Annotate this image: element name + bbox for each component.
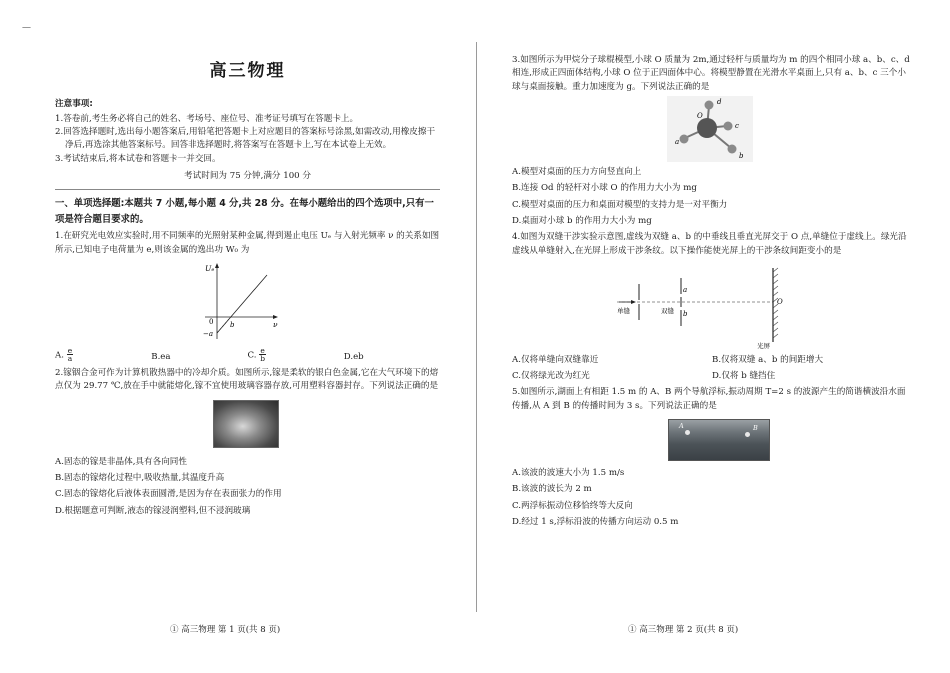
option-c-fraction	[259, 347, 266, 363]
question-2-option-a: A.固态的镓是非晶体,具有各向同性	[55, 456, 187, 467]
question-3-option-b: B.连接 Od 的轻杆对小球 O 的作用力大小为 mg	[512, 183, 697, 194]
section-divider	[55, 189, 440, 190]
page-title: 高三物理	[209, 61, 286, 81]
right-column	[512, 52, 912, 532]
label-point-o: O	[777, 297, 783, 306]
question-1	[55, 230, 440, 364]
buoy-b	[745, 432, 750, 437]
double-slit-figure	[617, 264, 797, 350]
question-4-stem: 4.如图为双缝干涉实验示意图,虚线为双缝 a、b 的中垂线且垂直光屏交于 O 点,单缝位于虚线上。绿光沿虚线从单缝射入,在光屏上形成干涉条纹。以下操作能使光屏上的干涉条纹间距变小的是	[512, 232, 907, 256]
methane-model-figure	[667, 96, 753, 162]
question-4-option-a: A.仅将单缝向双缝靠近	[512, 354, 599, 365]
label-a: a	[675, 137, 680, 146]
graph-x-label: ν	[273, 319, 278, 329]
buoy-a-label: A	[679, 422, 684, 431]
question-4-option-c: C.仅将绿光改为红光	[512, 371, 590, 382]
option-c	[248, 347, 344, 364]
label-slit-b: b	[683, 309, 688, 318]
label-screen: 光屏	[757, 341, 770, 350]
label-slit-a: a	[683, 285, 688, 294]
notice-item: 2.回答选择题时,选出每小题答案后,用铅笔把答题卡上对应题目的答案标号涂黑,如需改动,用橡皮擦干净后,再选涂其他答案标号。回答非选择题时,将答案写在答题卡上,写在本试卷上无效。	[55, 126, 436, 151]
label-single-slit: 单缝	[617, 306, 630, 315]
label-b: b	[739, 151, 744, 160]
question-5	[512, 386, 912, 529]
label-double-slit: 双缝	[661, 306, 674, 315]
label-c: c	[735, 121, 739, 130]
question-1-stem: 1.在研究光电效应实验时,用不同频率的光照射某种金属,得到遏止电压 Uₑ 与入射光频率 ν 的关系如图所示,已知电子电荷量为 e,则该金属的逸出功 W₀ 为	[55, 231, 440, 255]
ball-a	[680, 134, 689, 143]
footer-left: ① 高三物理 第 1 页(共 8 页)	[170, 625, 281, 635]
question-2-option-c: C.固态的镓熔化后液体表面圆滑,是因为存在表面张力的作用	[55, 489, 282, 500]
graph-x-intercept-label: b	[230, 320, 235, 329]
column-divider	[476, 42, 477, 612]
option-c-numerator: e	[260, 345, 265, 355]
exam-info: 考试时间为 75 分钟,满分 100 分	[184, 170, 311, 181]
option-d: D.eb	[343, 351, 364, 362]
question-5-option-d: D.经过 1 s,浮标沿波的传播方向运动 0.5 m	[512, 517, 679, 527]
option-a	[55, 347, 151, 364]
question-4-options-row-2	[512, 370, 912, 383]
question-5-option-c: C.两浮标振动位移恰终等大反向	[512, 500, 633, 511]
question-1-options	[55, 347, 440, 364]
center-ball-o	[697, 118, 717, 138]
graph-y-arrow	[215, 263, 219, 268]
photoelectric-graph	[195, 261, 285, 343]
question-2-option-b: B.固态的镓熔化过程中,吸收热量,其温度升高	[55, 473, 225, 484]
question-3-option-c: C.模型对桌面的压力和桌面对模型的支持力是一对平衡力	[512, 199, 728, 210]
buoy-a	[685, 430, 690, 435]
question-3-stem: 3.如图所示为甲烷分子球棍模型,小球 O 质量为 2m,通过轻杆与质量均为 m 的四个相同小球 a、b、c、d 相连,形成正四面体结构,小球 O 位于正四面体中心。将模型静置在光滑水平桌面上,只有 a、b、c 三个小球与桌面接触。重力加速度为 g。下列说法正确的是	[512, 55, 910, 92]
question-4-option-d: D.仅将 b 缝挡住	[712, 371, 776, 382]
option-a-prefix: A.	[55, 350, 64, 361]
label-o: O	[697, 111, 703, 120]
gallium-photo	[213, 400, 279, 448]
footer-right: ① 高三物理 第 2 页(共 8 页)	[628, 625, 739, 635]
option-a-denominator: a	[67, 354, 73, 364]
question-4	[512, 231, 912, 383]
option-b: B.ea	[151, 351, 171, 362]
question-3	[512, 54, 912, 228]
question-5-option-b: B.该波的波长为 2 m	[512, 484, 592, 495]
question-2-option-d: D.根据题意可判断,液态的镓浸润塑料,但不浸润玻璃	[55, 505, 251, 516]
option-a-numerator: e	[67, 345, 73, 355]
buoy-b-label: B	[753, 424, 758, 433]
graph-y-label: Uₑ	[205, 263, 215, 273]
section-heading: 一、单项选择题:本题共 7 小题,每小题 4 分,共 28 分。在每小题给出的四个选项中,只有一项是符合题目要求的。	[55, 198, 434, 226]
graph-origin-label: 0	[209, 317, 214, 326]
question-2-stem: 2.镓铟合金可作为计算机散热器中的冷却介质。如图所示,镓是柔软的银白色金属,它在大气环境下的熔点仅为 29.77 ℃,放在手中就能熔化,镓不宜使用玻璃容器存放,可用塑料容器封存。下列说法正确的是	[55, 368, 439, 392]
notice-item: 1.答卷前,考生务必将自己的姓名、考场号、座位号、准考证号填写在答题卡上。	[55, 113, 359, 124]
question-2	[55, 367, 440, 518]
ball-c	[724, 121, 733, 130]
notice-section	[55, 98, 440, 183]
question-5-stem: 5.如图所示,湖面上有相距 1.5 m 的 A、B 两个导航浮标,振动周期 T=2 s 的波源产生的简谐横波沿水面传播,从 A 到 B 的传播时间为 3 s。下列说法正确的是	[512, 387, 906, 411]
question-3-option-a: A.模型对桌面的压力方向竖直向上	[512, 166, 642, 177]
graph-x-arrow	[273, 315, 278, 319]
ball-d	[705, 100, 714, 109]
question-4-options-row-1	[512, 354, 912, 367]
graph-line	[217, 275, 267, 333]
lake-buoy-photo	[668, 419, 770, 461]
question-3-option-d: D.桌面对小球 b 的作用力大小为 mg	[512, 215, 652, 226]
ball-b	[728, 144, 737, 153]
option-a-fraction	[67, 347, 73, 363]
option-c-denominator: b	[260, 354, 266, 364]
label-d: d	[717, 97, 722, 106]
page-mark: —	[22, 23, 31, 33]
question-4-option-b: B.仅将双缝 a、b 的间距增大	[712, 354, 824, 365]
question-5-option-a: A.该波的波速大小为 1.5 m/s	[512, 468, 625, 479]
notice-heading: 注意事项:	[55, 99, 93, 110]
graph-y-intercept-label: −a	[203, 329, 214, 338]
notice-item: 3.考试结束后,将本试卷和答题卡一并交回。	[55, 153, 221, 164]
option-c-prefix: C.	[247, 350, 257, 361]
left-column	[55, 40, 440, 521]
